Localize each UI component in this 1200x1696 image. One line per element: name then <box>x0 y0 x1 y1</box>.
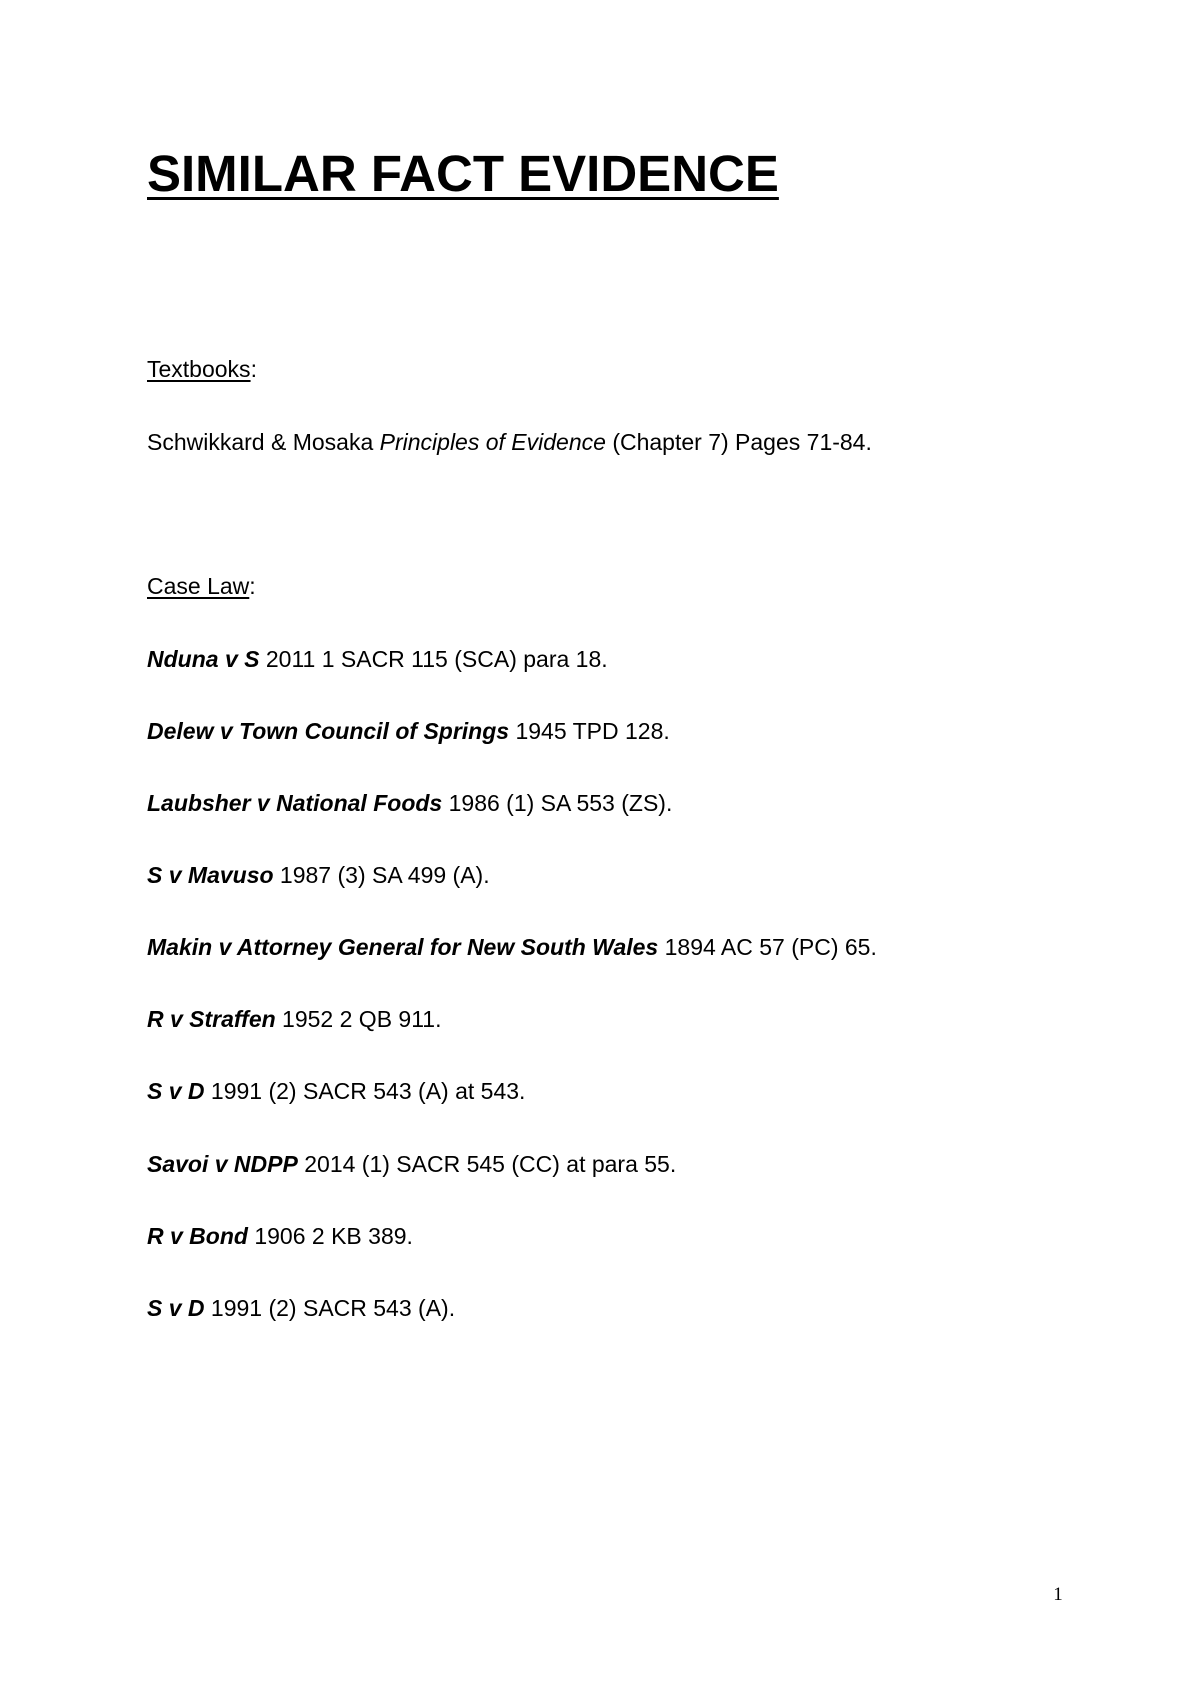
case-name: R v Straffen <box>147 1006 276 1032</box>
case-entry <box>147 1006 441 1034</box>
case-citation: 1991 (2) SACR 543 (A). <box>204 1295 456 1321</box>
document-title: SIMILAR FACT EVIDENCE <box>147 145 779 202</box>
case-citation: 1894 AC 57 (PC) 65. <box>658 934 877 960</box>
textbook-authors: Schwikkard & Mosaka <box>147 429 380 455</box>
case-name: S v D <box>147 1078 205 1104</box>
case-entry <box>147 1078 525 1106</box>
case-name: Laubsher v National Foods <box>147 790 443 816</box>
case-name: Delew v Town Council of Springs <box>147 718 510 744</box>
case-law-heading-colon: : <box>249 573 256 599</box>
case-law-heading <box>147 573 256 601</box>
case-citation: 2011 1 SACR 115 (SCA) para 18. <box>259 646 608 672</box>
textbooks-heading <box>147 356 257 384</box>
case-name: R v Bond <box>147 1223 248 1249</box>
case-name: Nduna v S <box>147 646 260 672</box>
case-citation: 1991 (2) SACR 543 (A) at 543. <box>204 1078 526 1104</box>
textbooks-heading-label: Textbooks <box>147 356 251 382</box>
case-name: Makin v Attorney General for New South Wales <box>147 934 659 960</box>
case-law-heading-label: Case Law <box>147 573 250 599</box>
case-entry <box>147 718 670 746</box>
case-citation: 1906 2 KB 389. <box>247 1223 413 1249</box>
case-entry <box>147 1151 676 1179</box>
textbook-title: Principles of Evidence <box>379 429 606 455</box>
case-name: S v Mavuso <box>147 862 274 888</box>
case-citation: 1987 (3) SA 499 (A). <box>273 862 490 888</box>
case-entry <box>147 1295 455 1323</box>
textbook-entry <box>147 429 872 457</box>
case-citation: 1945 TPD 128. <box>509 718 670 744</box>
case-citation: 2014 (1) SACR 545 (CC) at para 55. <box>297 1151 677 1177</box>
case-citation: 1986 (1) SA 553 (ZS). <box>442 790 673 816</box>
case-name: Savoi v NDPP <box>147 1151 298 1177</box>
case-name: S v D <box>147 1295 205 1321</box>
case-entry <box>147 862 490 890</box>
textbooks-heading-colon: : <box>250 356 257 382</box>
case-entry <box>147 646 608 674</box>
page-number: 1 <box>1053 1584 1063 1605</box>
case-entry <box>147 934 877 962</box>
case-entry <box>147 790 672 818</box>
case-entry <box>147 1223 413 1251</box>
textbook-details: (Chapter 7) Pages 71-84. <box>605 429 872 455</box>
case-citation: 1952 2 QB 911. <box>275 1006 442 1032</box>
